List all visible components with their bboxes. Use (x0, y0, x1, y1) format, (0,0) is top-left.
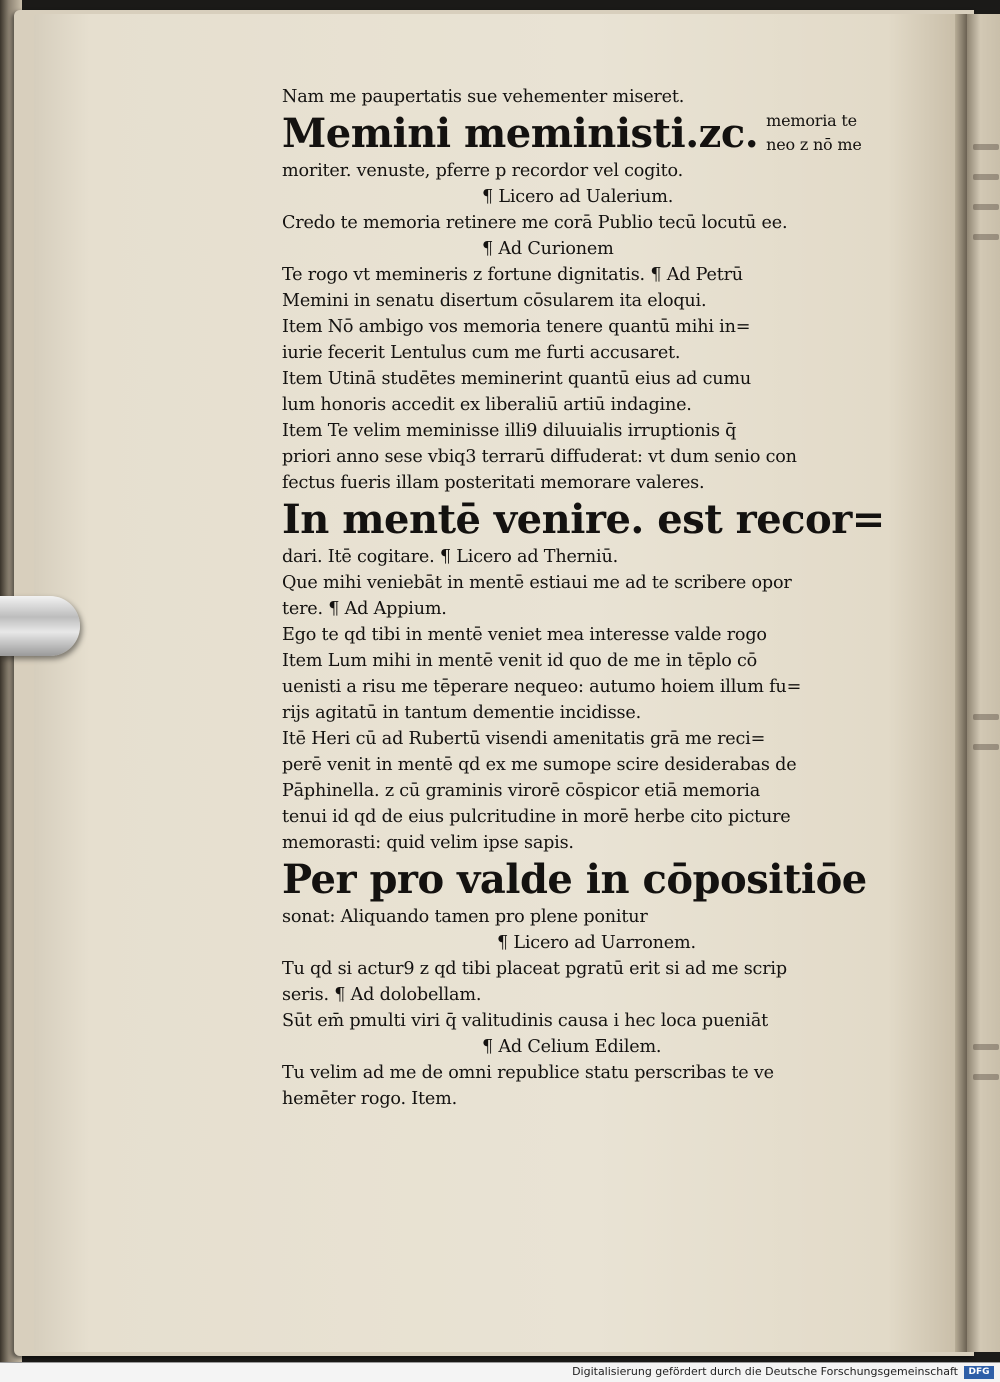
book-gutter (955, 14, 967, 1352)
text-line: Nam me paupertatis sue vehementer miseret. (282, 87, 685, 107)
heading-title: Memini meministi.zc. (282, 110, 759, 157)
page-text (282, 84, 912, 1112)
facing-text-fragment (973, 1074, 999, 1080)
citation-line: ¶ Ad Celium Edilem. (482, 1037, 662, 1057)
text-line: hemēter rogo. Item. (282, 1089, 457, 1109)
heading-in-mente: In mentē venire. est recor= (282, 496, 885, 543)
text-line: uenisti a risu me tēperare nequeo: autumo hoiem illum fu= (282, 677, 802, 697)
dfg-logo[interactable]: DFG (964, 1366, 994, 1379)
text-line: Tu velim ad me de omni republice statu perscribas te ve (282, 1063, 774, 1083)
side-note-line: neo z nō me (766, 135, 862, 154)
text-line: tenui id qd de eius pulcritudine in morē herbe cito picture (282, 807, 791, 827)
text-line: Sūt em̄ pmulti viri q̄ valitudinis causa i hec loca pueniāt (282, 1011, 769, 1031)
footer-bar (0, 1362, 1000, 1382)
text-line: lum honoris accedit ex liberaliū artiū indagine. (282, 395, 692, 415)
text-line: Credo te memoria retinere me corā Publio tecū locutū ee. (282, 213, 788, 233)
citation-line: ¶ Ad Curionem (482, 239, 614, 259)
text-line: rijs agitatū in tantum dementie incidisse. (282, 703, 641, 723)
text-line: Memini in senatu disertum cōsularem ita eloqui. (282, 291, 707, 311)
heading-side-note (766, 110, 861, 158)
footer-credit: Digitalisierung gefördert durch die Deutsche Forschungsgemeinschaft (572, 1365, 958, 1378)
text-line: iurie fecerit Lentulus cum me furti accusaret. (282, 343, 681, 363)
text-line: Tu qd si actur9 z qd tibi placeat pgratū erit si ad me scrip (282, 959, 787, 979)
heading-memini (282, 110, 912, 158)
text-line: Ego te qd tibi in mentē veniet mea interesse valde rogo (282, 625, 767, 645)
text-line: Pāphinella. z cū graminis virorē cōspicor etiā memoria (282, 781, 760, 801)
facing-text-fragment (973, 204, 999, 210)
text-line: Te rogo vt memineris z fortune dignitatis. ¶ Ad Petrū (282, 265, 743, 285)
facing-text-fragment (973, 1044, 999, 1050)
text-line: dari. Itē cogitare. ¶ Licero ad Therniū. (282, 547, 618, 567)
text-line: tere. ¶ Ad Appium. (282, 599, 447, 619)
text-line: seris. ¶ Ad dolobellam. (282, 985, 482, 1005)
facing-text-fragment (973, 234, 999, 240)
text-line: Item Utinā studētes meminerint quantū eius ad cumu (282, 369, 751, 389)
facing-text-fragment (973, 144, 999, 150)
facing-text-fragment (973, 744, 999, 750)
facing-text-fragment (973, 714, 999, 720)
text-line: fectus fueris illam posteritati memorare valeres. (282, 473, 705, 493)
text-line: moriter. venuste, pferre p recordor vel cogito. (282, 161, 684, 181)
text-line: Itē Heri cū ad Rubertū visendi amenitatis grā me reci= (282, 729, 766, 749)
citation-line: ¶ Licero ad Uarronem. (497, 933, 696, 953)
text-line: sonat: Aliquando tamen pro plene ponitur (282, 907, 648, 927)
text-line: priori anno sese vbiq3 terrarū diffuderat: vt dum senio con (282, 447, 797, 467)
facing-page (967, 14, 1000, 1352)
citation-line: ¶ Licero ad Ualerium. (482, 187, 674, 207)
text-line: Item Lum mihi in mentē venit id quo de me in tēplo cō (282, 651, 758, 671)
heading-per: Per pro valde in cōpositiōe (282, 856, 867, 903)
text-line: perē venit in mentē qd ex me sumope scire desiderabas de (282, 755, 797, 775)
facing-text-fragment (973, 174, 999, 180)
page-clip (0, 596, 80, 656)
text-line: Que mihi veniebāt in mentē estiaui me ad te scribere opor (282, 573, 792, 593)
text-line: Item Te velim meminisse illi9 diluuialis irruptionis q̄ (282, 421, 737, 441)
text-line: memorasti: quid velim ipse sapis. (282, 833, 574, 853)
side-note-line: memoria te (766, 111, 857, 130)
text-line: Item Nō ambigo vos memoria tenere quantū mihi in= (282, 317, 751, 337)
